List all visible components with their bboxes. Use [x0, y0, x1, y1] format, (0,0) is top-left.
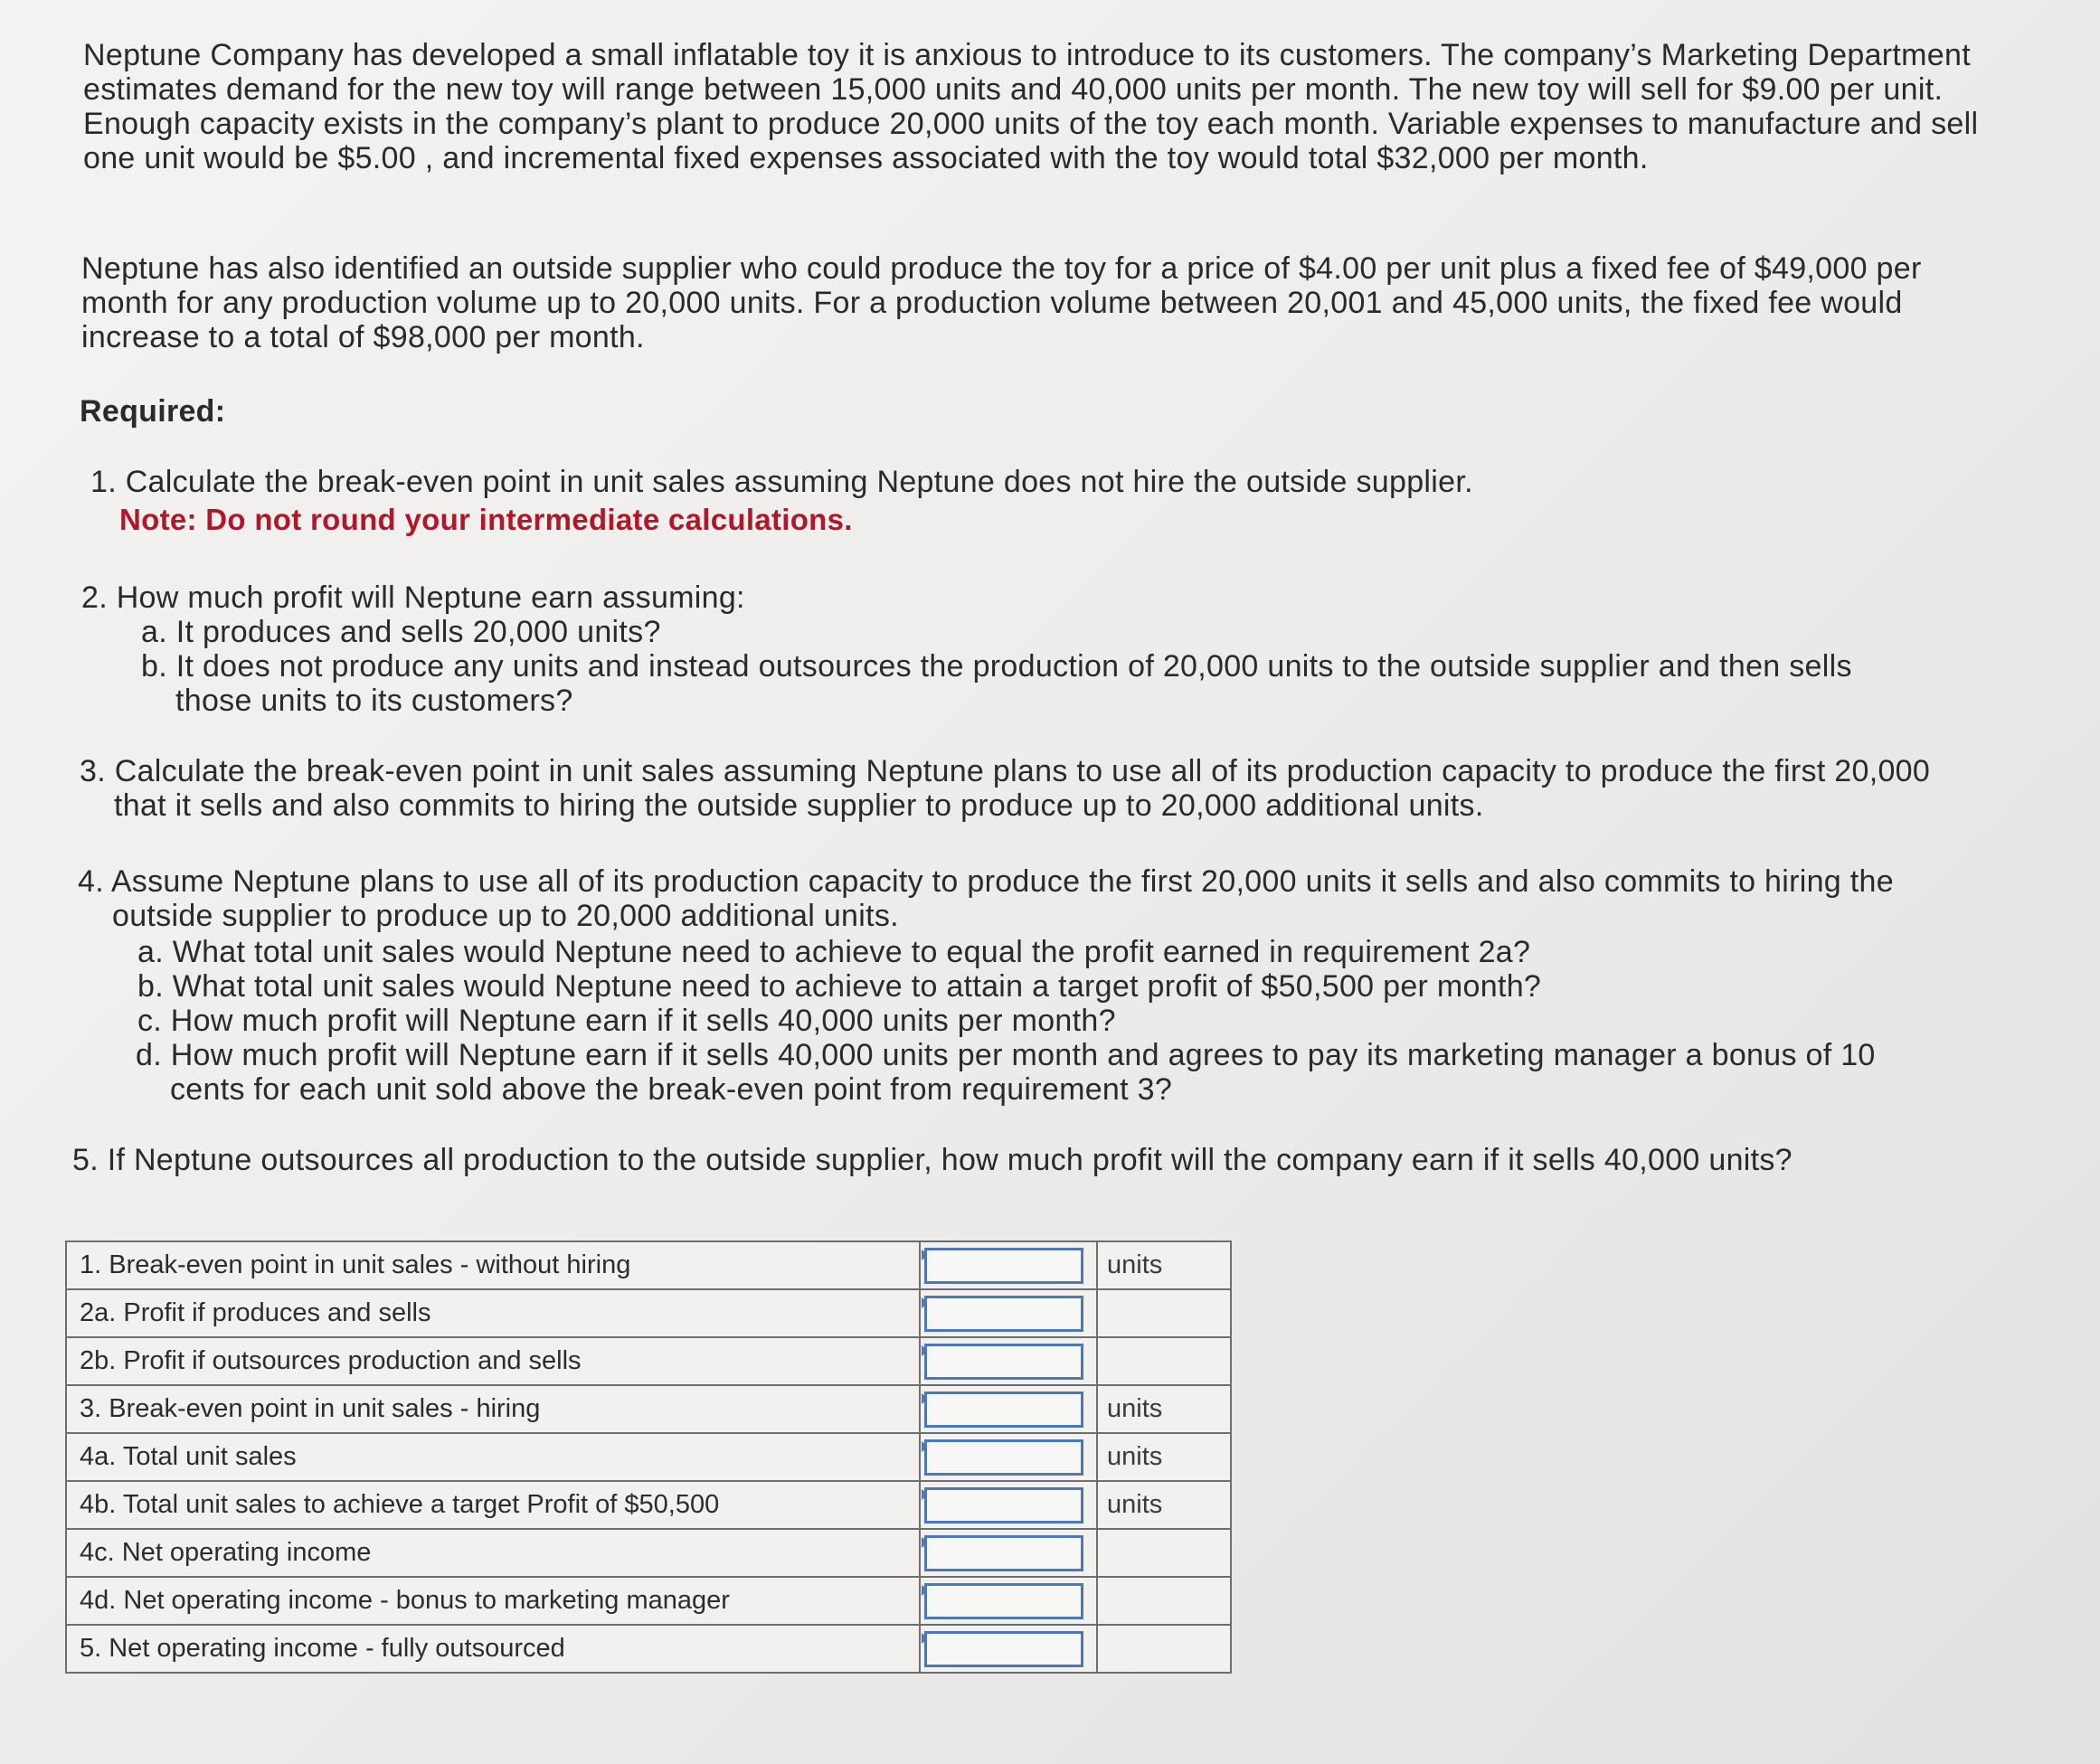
answer-label: 4a. Total unit sales [66, 1433, 920, 1481]
answer-row-2a [66, 1289, 1231, 1337]
answer-label: 4d. Net operating income - bonus to marketing manager [66, 1577, 920, 1625]
answer-row-4a [66, 1433, 1231, 1481]
answer-label: 3. Break-even point in unit sales - hiring [66, 1385, 920, 1433]
answer-label: 1. Break-even point in unit sales - without hiring [66, 1241, 920, 1289]
question-4a: a. What total unit sales would Neptune need to achieve to equal the profit earned in requirement 2a? [137, 935, 1531, 969]
unit-label [1097, 1625, 1231, 1673]
answer-row-2b [66, 1337, 1231, 1385]
question-4b: b. What total unit sales would Neptune need to achieve to attain a target profit of $50,500 per month? [137, 969, 1542, 1004]
question-3: 3. Calculate the break-even point in unit sales assuming Neptune plans to use all of its production capacity to produce the first 20,000 [80, 754, 1931, 788]
question-2: 2. How much profit will Neptune earn assuming: [81, 580, 745, 615]
unit-label [1097, 1529, 1231, 1577]
unit-label: units [1097, 1241, 1231, 1289]
answer-input-3[interactable] [924, 1391, 1083, 1428]
question-2a: a. It produces and sells 20,000 units? [141, 615, 661, 649]
answer-input-4b[interactable] [924, 1487, 1083, 1523]
answer-label: 4b. Total unit sales to achieve a target Profit of $50,500 [66, 1481, 920, 1529]
question-4d-continued: cents for each unit sold above the break-even point from requirement 3? [170, 1072, 1173, 1107]
question-3-continued: that it sells and also commits to hiring the outside supplier to produce up to 20,000 additional units. [114, 788, 1484, 823]
required-heading: Required: [80, 394, 226, 429]
answer-input-1[interactable] [924, 1248, 1083, 1284]
question-1-note: Note: Do not round your intermediate calculations. [119, 503, 853, 536]
question-4d: d. How much profit will Neptune earn if it sells 40,000 units per month and agrees to pay its marketing manager a bonus of 10 [136, 1038, 1876, 1072]
answer-label: 4c. Net operating income [66, 1529, 920, 1577]
intro-paragraph: Neptune Company has developed a small inflatable toy it is anxious to introduce to its customers. The company’s Marketing Department estimates demand for the new toy will range between 15,000 units and 40,000 units per month. The new toy will sell for $9.00 per unit. Enough capacity exists in the company’s plant to produce 20,000 units of the toy each month. Variable expenses to manufacture and sell one unit would be $5.00 , and incremental fixed expenses associated with the toy would total $32,000 per month. [83, 38, 1979, 175]
answer-input-4c[interactable] [924, 1535, 1083, 1571]
answer-input-5[interactable] [924, 1631, 1083, 1667]
answer-label: 2a. Profit if produces and sells [66, 1289, 920, 1337]
answer-input-4a[interactable] [924, 1439, 1083, 1476]
question-2b: b. It does not produce any units and instead outsources the production of 20,000 units to the outside supplier and then sells [141, 649, 1852, 684]
question-4c: c. How much profit will Neptune earn if it sells 40,000 units per month? [137, 1004, 1116, 1038]
unit-label [1097, 1577, 1231, 1625]
answer-input-2a[interactable] [924, 1296, 1083, 1332]
unit-label: units [1097, 1433, 1231, 1481]
answer-input-4d[interactable] [924, 1583, 1083, 1619]
answer-row-3 [66, 1385, 1231, 1433]
answer-row-1 [66, 1241, 1231, 1289]
answer-row-4c [66, 1529, 1231, 1577]
answer-table [65, 1240, 1232, 1674]
supplier-paragraph: Neptune has also identified an outside supplier who could produce the toy for a price of $4.00 per unit plus a fixed fee of $49,000 per month for any production volume up to 20,000 units. For a production volume between 20,001 and 45,000 units, the fixed fee would increase to a total of $98,000 per month. [81, 251, 1922, 354]
answer-label: 2b. Profit if outsources production and sells [66, 1337, 920, 1385]
unit-label [1097, 1289, 1231, 1337]
answer-row-4b [66, 1481, 1231, 1529]
question-1: 1. Calculate the break-even point in unit sales assuming Neptune does not hire the outside supplier. [90, 465, 1473, 499]
answer-input-2b[interactable] [924, 1344, 1083, 1380]
answer-label: 5. Net operating income - fully outsourced [66, 1625, 920, 1673]
answer-row-5 [66, 1625, 1231, 1673]
unit-label: units [1097, 1385, 1231, 1433]
unit-label: units [1097, 1481, 1231, 1529]
answer-row-4d [66, 1577, 1231, 1625]
question-4-continued: outside supplier to produce up to 20,000 additional units. [112, 899, 899, 933]
unit-label [1097, 1337, 1231, 1385]
question-4: 4. Assume Neptune plans to use all of its production capacity to produce the first 20,000 units it sells and also commits to hiring the [78, 864, 1894, 899]
question-2b-continued: those units to its customers? [175, 684, 573, 718]
question-5: 5. If Neptune outsources all production to the outside supplier, how much profit will the company earn if it sells 40,000 units? [72, 1143, 1793, 1177]
